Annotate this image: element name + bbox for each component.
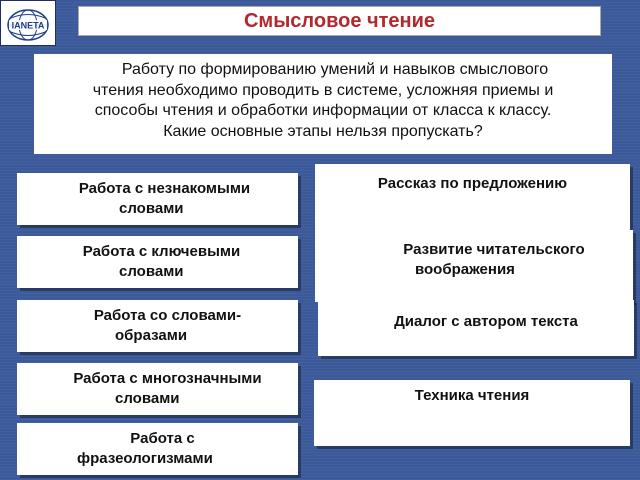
logo-text: IANETA [11,20,45,31]
card-line: Работа с многозначными [73,370,262,387]
title-box [78,6,601,36]
intro-line: Какие основные этапы нельзя пропускать? [163,122,483,140]
card-line: образами [115,327,188,344]
card-line: Работа с незнакомыми [78,180,251,197]
left-card-polysemous-words [17,363,298,415]
card-line: Развитие читательского [403,241,585,258]
page-title: Смысловое чтение [243,9,436,32]
card-line: Работа с [130,430,195,447]
card-line: Диалог с автором текста [394,313,578,330]
globe-logo-icon [3,3,53,43]
intro-line: способы чтения и обработки информации от класса к классу. [94,102,552,119]
intro-line: чтения необходимо проводить в системе, усложняя приемы и [92,81,554,99]
card-line: словами [115,390,180,407]
card-line: Рассказ по предложению [377,175,568,192]
right-card-author-dialogue [318,300,634,356]
right-card-sentence-retelling [315,164,630,232]
intro-line: Работу по формированию умений и навыков смыслового [121,61,549,78]
card-line: Техника чтения [414,387,530,404]
right-card-reader-imagination [315,230,633,302]
left-card-image-words [17,300,298,352]
card-line: воображения [415,261,515,278]
left-card-unknown-words [17,173,298,225]
logo [0,0,56,46]
card-line: словами [119,200,184,217]
card-line: Работа с ключевыми [82,243,241,260]
card-line: словами [119,263,184,280]
card-line: Работа со словами- [93,307,242,324]
right-card-reading-technique [314,380,630,446]
left-card-key-words [17,236,298,288]
card-line: фразеологизмами [77,450,213,467]
intro-text-box [34,54,612,154]
left-card-phraseologisms [17,423,298,475]
